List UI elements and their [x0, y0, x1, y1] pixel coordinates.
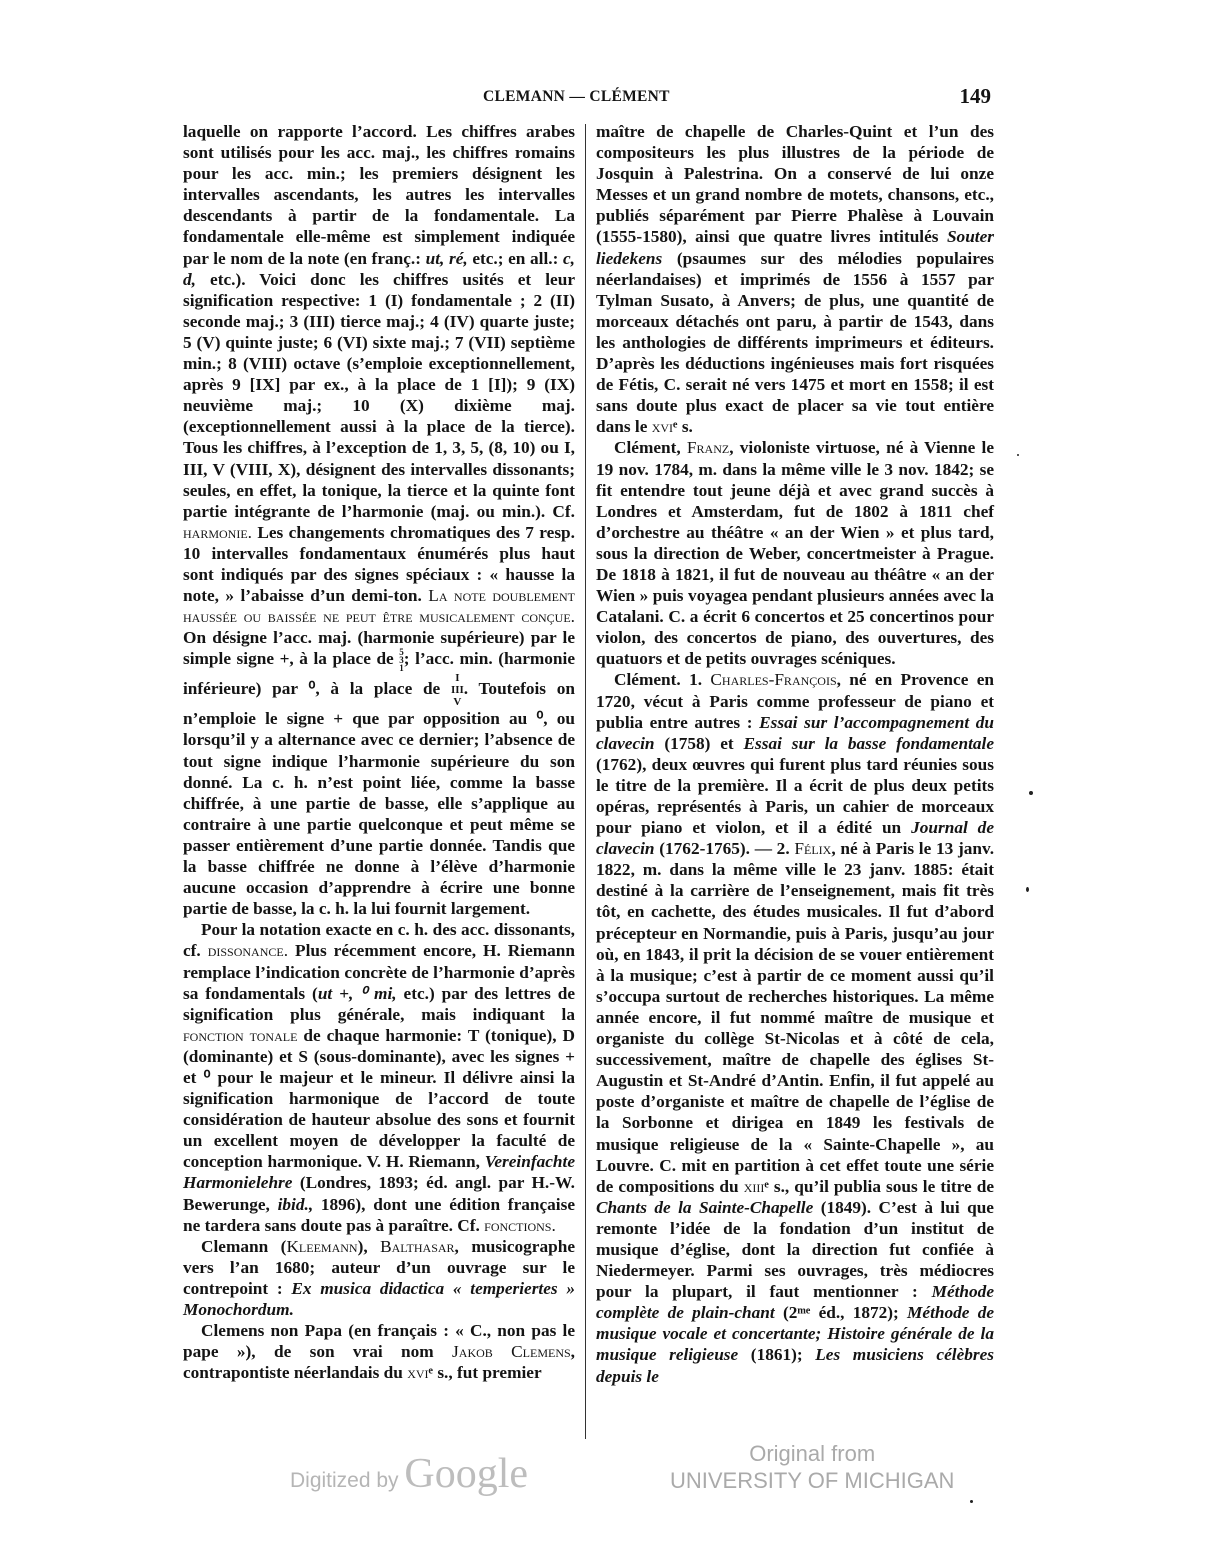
digitized-by-watermark: Digitized by Google [290, 1451, 529, 1497]
google-logo: Google [404, 1451, 529, 1497]
minor-chord-figure: I III V [450, 672, 464, 709]
headword: Clément, [614, 438, 681, 458]
entry-clemens-non-papa: Clemens non Papa (en français : « C., non pas le pape »), de son vrai nom Jakob Clemens, contrapontiste néerlandais du xviᵉ s., fut premier [183, 1321, 575, 1383]
scan-speck [1026, 887, 1029, 892]
source-library-watermark: Original from UNIVERSITY OF MICHIGAN [670, 1441, 955, 1493]
scan-speck [1017, 454, 1019, 456]
major-chord-figure: 5 3 1 [399, 647, 404, 674]
paragraph-chiffrage: laquelle on rapporte l’accord. Les chiffres arabes sont utilisés pour les acc. maj., les chiffres romains pour les acc. min.; les premiers désignent les intervalles ascendants, les autres les intervalles descendants à partir de la fondamentale. La fondamentale elle-même est simplement indiquée par le nom de la note (en franç.: ut, ré, etc.; en all.: c, d, etc.). Voici donc les chiffres usités et leur signification respective: 1 (I) fondamentale ; 2 (II) seconde maj.; 3 (III) tierce maj.; 4 (IV) quarte juste; 5 (V) quinte juste; 6 (VI) sixte maj.; 7 (VII) septième min.; 8 (VIII) octave (s’emploie exceptionnellement, après 9 [IX] par ex., à la place de 1 [I]); 9 (IX) neuvième maj.; 10 (X) dixième maj. (exceptionnellement aussi à la place de la tierce). Tous les chiffres, à l’exception de 1, 3, 5, (8, 10) ou I, III, V (VIII, X), désignent des intervalles dissonants; seules, en effet, la tonique, la tierce et la quinte font partie intégrante de l’harmonie (maj. ou min.). Cf. harmonie. Les changements chromatiques des 7 resp. 10 intervalles fondamentaux énumérés plus haut sont indiqués par des signes spéciaux : « hausse la note, » l’abaisse d’un demi-ton. La note doublement haussée ou baissée ne peut être musicalement conçue. On désigne l’acc. maj. (harmonie supérieure) par le simple signe +, à la place de 5 3 1; l’acc. min. (harmonie inférieure) par ⁰, à la place de I III V. Toutefois on n’emploie le signe + que par opposition au ⁰, ou lorsqu’il y a alternance avec ce dernier; l’absence de tout signe indique l’harmonie supérieure du son donné. La c. h. n’est point liée, comme la basse chiffrée, à une partie de basse, elle s’applique au contraire à une partie quelconque et peut même se passer entièrement d’une partie donnée. Tandis que la basse chiffrée ne donne à l’élève d’harmonie aucune occasion d’apprendre à écrire une bonne partie de basse, la c. h. la lui fournit largement. [183, 122, 576, 919]
paragraph-notation: Pour la notation exacte en c. h. des acc. dissonants, cf. dissonance. Plus récemment encore, H. Riemann remplace l’indication concrète de l’harmonie d’après sa fondamentals (ut +, ⁰ mi, etc.) par des lettres de signification plus générale, mais indiquant la fonction tonale de chaque harmonie: T (tonique), D (dominante) et S (sous-dominante), avec les signes + et ⁰ pour le majeur et le mineur. Il délivre ainsi la signification harmonique de l’accord de toute considération de hauteur absolue des sons et fournit un excellent moyen de développer la faculté de conception harmonique. V. H. Riemann, Vereinfachte Harmonielehre (Londres, 1893; éd. angl. par H.-W. Bewerunge, ibid., 1896), dont une édition française ne tardera sans doute pas à paraître. Cf. fonctions. [183, 920, 575, 1235]
scan-speck [1029, 791, 1033, 795]
entry-clemens-continued: maître de chapelle de Charles-Quint et l’un des compositeurs les plus illustres de la période de Josquin à Palestrina. On a conservé de lui onze Messes et un grand nombre de motets, chansons, etc., publiés séparément par Pierre Phalèse à Louvain (1555-1580), ainsi que quatre livres intitulés Souter liedekens (psaumes sur des mélodies populaires néerlandaises) et imprimés de 1556 à 1557 par Tylman Susato, à Anvers; de plus, une quantité de morceaux détachés ont paru, à partir de 1543, dans les anthologies de différents imprimeurs et éditeurs. D’après les déductions ingénieuses mais fort risquées de Fétis, C. serait né vers 1475 et mort en 1558; il est sans doute plus exact de placer sa vie tout entière dans le xviᵉ s. [596, 122, 994, 437]
cross-reference: harmonie. [183, 522, 252, 542]
headword: Clemens non Papa [201, 1321, 343, 1341]
entry-clement-franz: Clément, Franz, violoniste virtuose, né à Vienne le 19 nov. 1784, m. dans la même ville le 3 nov. 1842; se fit entendre tout jeune déjà et avec grand succès à Londres et Amsterdam, fut de 1802 à 1811 chef d’orchestre au théâtre « an der Wien » et plus tard, sous la direction de Weber, concertmeister à Prague. De 1818 à 1821, il fut de nouveau au théâtre « an der Wien » puis voyagea pendant plusieurs années avec la Catalani. C. a écrit 6 concertos et 25 concertinos pour violon, des concertos de piano, des ouvertures, des quatuors et de petits ouvrages scéniques. [596, 438, 994, 669]
running-title: CLEMANN — CLÉMENT [483, 88, 670, 105]
right-column [596, 121, 994, 1387]
scan-watermark [0, 1440, 1207, 1500]
page-header [183, 86, 995, 116]
headword: Clemann [201, 1236, 269, 1256]
column-divider [585, 124, 586, 1439]
page-number: 149 [959, 84, 991, 108]
entry-clemann: Clemann (Kleemann), Balthasar, musicographe vers l’an 1680; auteur d’un ouvrage sur le contrepoint : Ex musica didactica « temperiertes » Monochordum. [183, 1236, 576, 1319]
scan-speck [970, 1500, 973, 1503]
left-column [183, 121, 575, 1383]
headword: Clément. [614, 670, 681, 690]
entry-clement-charles-francois-felix: Clément. 1. Charles-François, né en Provence en 1720, vécut à Paris comme professeur de piano et publia entre autres : Essai sur l’accompagnement du clavecin (1758) et Essai sur la basse fondamentale (1762), deux œuvres qui furent plus tard réunies sous le titre de la première. Il a écrit de plus deux petits opéras, représentés à Paris, un cahier de morceaux pour piano et violon, et il a édité un Journal de clavecin (1762-1765). — 2. Félix, né à Paris le 13 janv. 1822, m. dans la même ville le 23 janv. 1885: était destiné à la carrière de l’enseignement, mais fit très tôt, en cachette, des études musicales. Il fut d’abord précepteur en Normandie, puis à Paris, jusqu’au jour où, en 1843, il prit la décision de se vouer entièrement à la musique; c’est à partir de ce moment aussi qu’il s’occupa surtout de recherches historiques. La même année encore, il fut nommé maître de musique et organiste du collège St-Nicolas et à côté de cela, successivement, maître de chapelle des églises St-Augustin et St-André d’Antin. Enfin, il fut appelé au poste d’organiste et maître de chapelle de l’église de la Sorbonne et dirigea en 1849 les festivals de musique religieuse de la « Sainte-Chapelle », au Louvre. C. mit en partition à cet effet toute une série de compositions du xiiiᵉ s., qu’il publia sous le titre de Chants de la Sainte-Chapelle (1849). C’est à lui que remonte l’idée de la fondation d’un institut de musique d’église, dont la direction fut confiée à Niedermeyer. Parmi ses ouvrages, très médiocres pour la plupart, il faut mentionner : Méthode complète de plain-chant (2ᵐᵉ éd., 1872); Méthode de musique vocale et concertante; Histoire générale de la musique religieuse (1861); Les musiciens célèbres depuis le [596, 670, 995, 1386]
